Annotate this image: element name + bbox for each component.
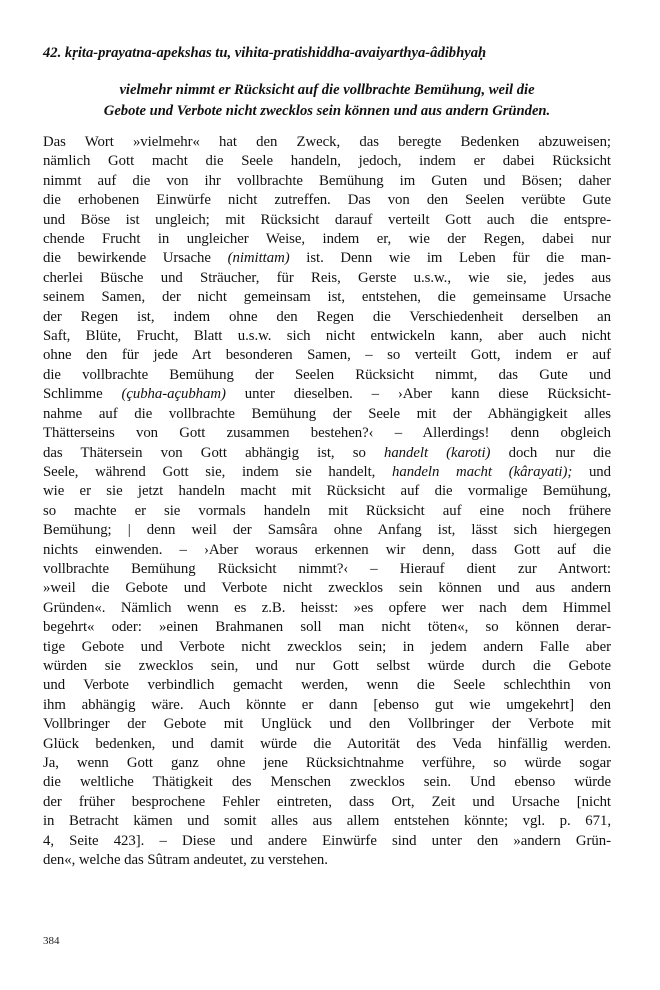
sanskrit-term: handelt (karoti)	[383, 444, 491, 461]
text-line: in Betracht kämen und somit alles aus allem entstehen könnte; vgl. p. 671,	[43, 813, 611, 830]
text-line: ihm abhängig wäre. Auch könnte er dann [ebenso gut wie umgekehrt] den	[43, 696, 611, 713]
page-number: 384	[43, 935, 60, 947]
text-line: seinem Samen, der nicht gemeinsam ist, entstehen, die gemeinsame Ursache	[43, 289, 611, 306]
text-line: und Verbote verbindlich gemacht werden, wenn die Seele schlechthin von	[43, 677, 611, 694]
sanskrit-term: handeln macht (kârayati);	[392, 463, 573, 480]
text-line: der Regen ist, indem ohne den Regen die Verschiedenheit derselben an	[43, 308, 611, 325]
text-line: Gründen«. Nämlich wenn es z.B. heisst: »es opfere wer nach dem Himmel	[43, 599, 611, 616]
text-line: der früher besprochene Fehler eintreten, dass Ort, Zeit und Ursache [nicht	[43, 793, 611, 810]
text-line: nahme auf die vollbrachte Bemühung der Seele mit der Abhängigkeit alles	[43, 405, 611, 422]
text-line: die vollbrachte Bemühung der Seelen Rücksicht nimmt, das Gute und	[43, 366, 611, 383]
text-segment: und	[572, 463, 612, 480]
text-line: vollbrachte Bemühung Rücksicht nimmt?‹ – Hierauf dient zur Antwort:	[43, 560, 611, 577]
text-line: nichts einwenden. – ›Aber woraus erkennen wir denn, dass Gott auf die	[43, 541, 611, 558]
text-line	[43, 385, 611, 404]
text-line: die weltliche Thätigkeit des Menschen zwecklos sein. Und ebenso würde	[43, 774, 611, 791]
text-segment: Schlimme	[43, 386, 122, 403]
text-segment: das Thätersein von Gott abhängig ist, so	[43, 444, 384, 461]
text-line: Saft, Blüte, Frucht, Blatt u.s.w. sich nicht entwickeln kann, aber auch nicht	[43, 328, 611, 345]
commentary-paragraph	[43, 133, 611, 870]
text-line	[43, 249, 611, 268]
text-line: Das Wort »vielmehr« hat den Zweck, das beregte Bedenken abzuweisen;	[43, 134, 611, 150]
text-line: nämlich Gott macht die Seele handeln, jedoch, indem er dabei Rücksicht	[43, 153, 611, 170]
text-line: begehrt« oder: »einen Brahmanen soll man nicht töten«, so können derar-	[43, 619, 611, 636]
text-line: nimmt auf die von ihr vollbrachte Bemühung im Guten und Bösen; daher	[43, 172, 611, 189]
text-line: ohne den für jede Art besonderen Samen, – so verteilt Gott, indem er auf	[43, 347, 611, 364]
translation-line: Gebote und Verbote nicht zwecklos sein können und aus andern Gründen.	[103, 103, 551, 119]
text-line: und Böse ist ungleich; mit Rücksicht darauf verteilt Gott auch die entspre-	[43, 211, 611, 228]
text-line: »weil die Gebote und Verbote nicht zwecklos sein können und aus andern	[43, 580, 611, 597]
page-content	[43, 44, 611, 870]
text-line	[43, 463, 611, 482]
sutra-heading: 42. kṛita-prayatna-apekshas tu, vihita-pratishiddha-avaiyarthya-âdibhyaḥ	[43, 45, 487, 61]
text-segment: Seele, während Gott sie, indem sie handelt,	[43, 463, 393, 480]
text-line: so machte er sie vormals handeln mit Rücksicht auf eine noch frühere	[43, 502, 611, 519]
text-line: würden sie zwecklos sein, und nur Gott selbst würde durch die Gebote	[43, 657, 611, 674]
text-line: den«, welche das Sûtram andeutet, zu verstehen.	[43, 852, 328, 869]
text-line: wie er sie jetzt handeln macht mit Rücksicht auf die vormalige Bemühung,	[43, 483, 611, 500]
text-line: Ja, wenn Gott ganz ohne jene Rücksichtnahme verführe, so würde sogar	[43, 755, 611, 771]
text-line: Bemühung; | denn weil der Samsâra ohne Anfang ist, lässt sich hiergegen	[43, 522, 611, 539]
translation-line: vielmehr nimmt er Rücksicht auf die vollbrachte Bemühung, weil die	[119, 82, 535, 98]
text-line: cherlei Büsche und Sträucher, für Reis, Gerste u.s.w., wie sie, jedes aus	[43, 269, 611, 286]
sanskrit-term: (çubha-açubham)	[121, 386, 226, 403]
text-line: tige Gebote und Verbote nicht zwecklos sein; in jedem andern Falle aber	[43, 638, 611, 655]
sutra-translation	[43, 80, 611, 122]
text-line: Glück bedenken, und damit würde die Autorität des Veda hinfällig werden.	[43, 735, 611, 752]
text-line: 4, Seite 423]. – Diese und andere Einwürfe sind unter den »andern Grün-	[43, 832, 611, 849]
text-segment: doch nur die	[490, 444, 612, 461]
text-segment: ist. Denn wie im Leben für die man-	[289, 250, 611, 267]
text-line: Vollbringer der Gebote mit Unglück und den Vollbringer der Verbote mit	[43, 716, 611, 733]
text-segment: die bewirkende Ursache	[43, 250, 228, 267]
text-line: chende Frucht in ungleicher Weise, indem er, wie der Regen, dabei nur	[43, 231, 611, 248]
text-line	[43, 444, 611, 463]
text-line: die erhobenen Einwürfe nicht zutreffen. Das von den Seelen verübte Gute	[43, 192, 611, 209]
text-line: Thätterseins von Gott zusammen bestehen?‹ – Allerdings! denn obgleich	[43, 425, 611, 442]
sanskrit-term: (nimittam)	[227, 250, 290, 267]
text-segment: unter dieselben. – ›Aber kann diese Rücksicht-	[225, 386, 611, 403]
